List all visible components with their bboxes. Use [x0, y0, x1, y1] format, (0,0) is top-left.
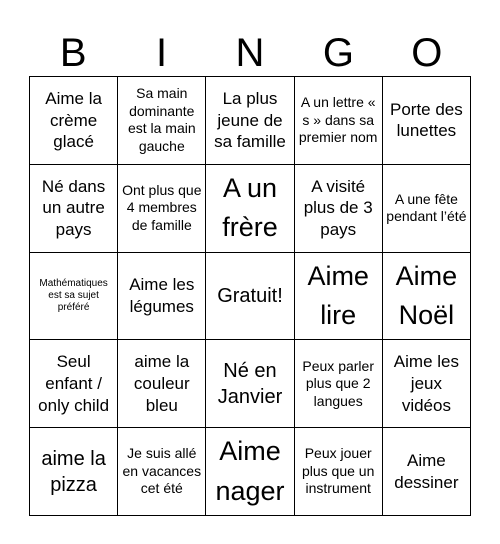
bingo-cell[interactable]: Seul enfant / only child [30, 340, 118, 428]
header-letter-b: B [59, 31, 87, 75]
bingo-cell-free[interactable]: Gratuit! [206, 253, 294, 341]
bingo-cell[interactable]: aime la pizza [30, 428, 118, 516]
bingo-cell[interactable]: La plus jeune de sa famille [206, 77, 294, 165]
bingo-cell[interactable]: aime la couleur bleu [118, 340, 206, 428]
bingo-cell[interactable]: A visité plus de 3 pays [295, 165, 383, 253]
bingo-cell[interactable]: Aime Noël [383, 253, 471, 341]
bingo-cell[interactable]: Peux parler plus que 2 langues [295, 340, 383, 428]
bingo-cell[interactable]: Porte des lunettes [383, 77, 471, 165]
bingo-cell[interactable]: Aime les légumes [118, 253, 206, 341]
bingo-cell[interactable]: Peux jouer plus que un instrument [295, 428, 383, 516]
bingo-cell[interactable]: Ont plus que 4 membres de famille [118, 165, 206, 253]
header-letter-n: N [235, 31, 265, 75]
bingo-cell[interactable]: Je suis allé en vacances cet été [118, 428, 206, 516]
header-letter-g: G [322, 31, 354, 75]
bingo-cell[interactable]: Aime lire [295, 253, 383, 341]
bingo-cell[interactable]: Aime les jeux vidéos [383, 340, 471, 428]
bingo-cell[interactable]: Aime nager [206, 428, 294, 516]
header-letter-o: O [411, 31, 443, 75]
bingo-header [29, 30, 471, 76]
bingo-cell[interactable]: A un frère [206, 165, 294, 253]
bingo-cell[interactable]: Sa main dominante est la main gauche [118, 77, 206, 165]
bingo-cell[interactable]: Mathématiques est sa sujet préféré [30, 253, 118, 341]
header-letter-i: I [156, 31, 168, 75]
bingo-cell[interactable]: Aime la crème glacé [30, 77, 118, 165]
bingo-board [29, 76, 471, 516]
bingo-cell[interactable]: Né dans un autre pays [30, 165, 118, 253]
bingo-cell[interactable]: Né en Janvier [206, 340, 294, 428]
bingo-cell[interactable]: Aime dessiner [383, 428, 471, 516]
bingo-cell[interactable]: A un lettre « s » dans sa premier nom [295, 77, 383, 165]
bingo-cell[interactable]: A une fête pendant l’été [383, 165, 471, 253]
